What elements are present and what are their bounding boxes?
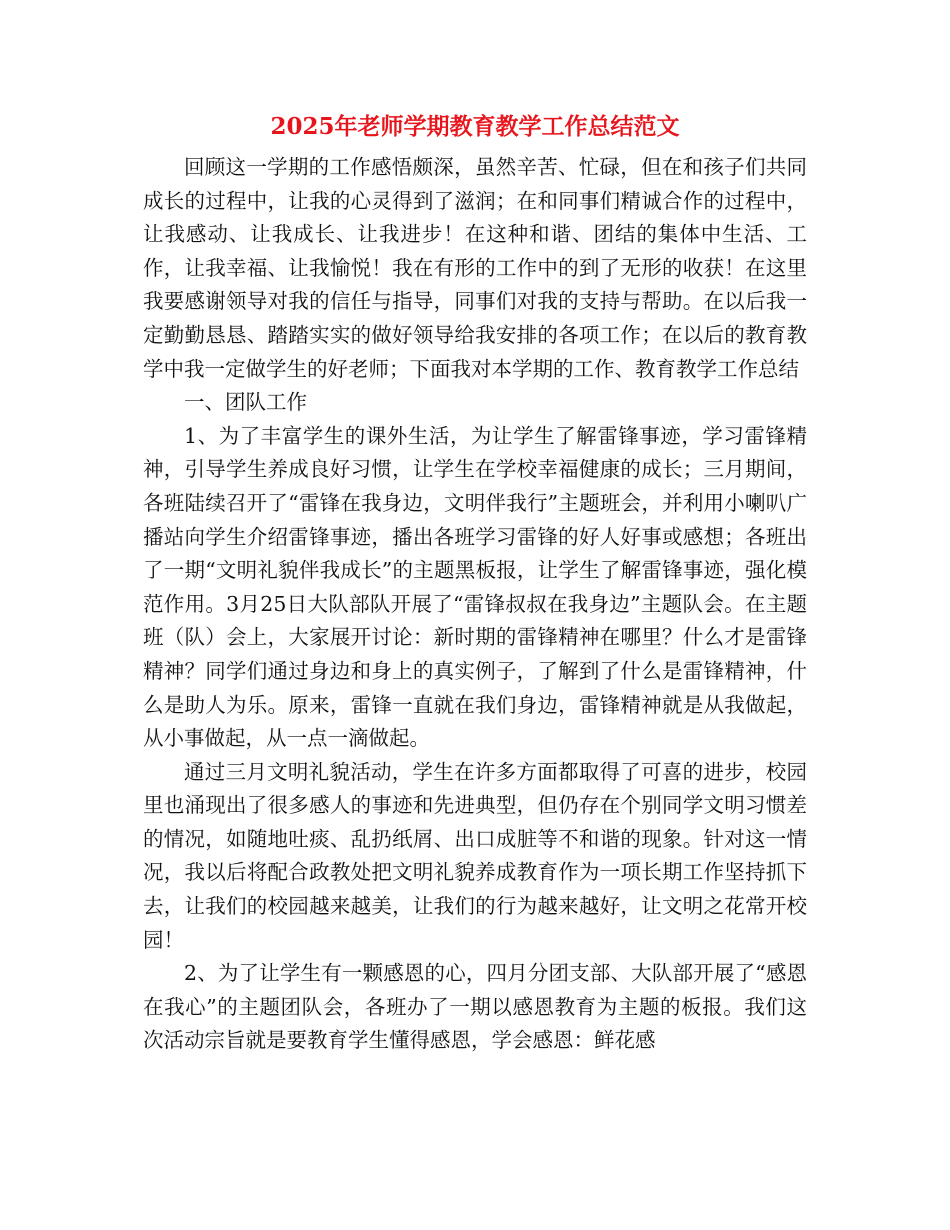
paragraph-intro: 回顾这一学期的工作感悟颇深，虽然辛苦、忙碌，但在和孩子们共同成长的过程中，让我的心灵得到了滋润；在和同事们精诚合作的过程中，让我感动、让我成长、让我进步！在这种和谐、团结的集体中生活、工作，让我幸福、让我愉悦！我在有形的工作中的到了无形的收获！在这里我要感谢领导对我的信任与指导，同事们对我的支持与帮助。在以后我一定勤勤恳恳、踏踏实实的做好领导给我安排的各项工作；在以后的教育教学中我一定做学生的好老师；下面我对本学期的工作、教育教学工作总结 bbox=[143, 155, 807, 381]
document-title: 2025年老师学期教育教学工作总结范文 bbox=[270, 113, 680, 140]
section-heading-team-work: 一、团队工作 bbox=[184, 390, 307, 415]
paragraph-civility-activity: 通过三月文明礼貌活动，学生在许多方面都取得了可喜的进步，校园里也涌现出了很多感人的事迹和先进典型，但仍存在个别同学文明习惯差的情况，如随地吐痰、乱扔纸屑、出口成脏等不和谐的现象。针对这一情况，我以后将配合政教处把文明礼貌养成教育作为一项长期工作坚持抓下去，让我们的校园越来越美，让我们的行为越来越好，让文明之花常开校园！ bbox=[143, 759, 807, 952]
paragraph-item-2: 2、为了让学生有一颗感恩的心，四月分团支部、大队部开展了“感恩在我心”的主题团队会，各班办了一期以感恩教育为主题的板报。我们这次活动宗旨就是要教育学生懂得感恩，学会感恩：鲜花感 bbox=[143, 961, 807, 1053]
paragraph-item-1: 1、为了丰富学生的课外生活，为让学生了解雷锋事迹，学习雷锋精神，引导学生养成良好习惯，让学生在学校幸福健康的成长；三月期间，各班陆续召开了“雷锋在我身边，文明伴我行”主题班会，并利用小喇叭广播站向学生介绍雷锋事迹，播出各班学习雷锋的好人好事或感想；各班出了一期“文明礼貌伴我成长”的主题黑板报，让学生了解雷锋事迹，强化模范作用。3月25日大队部队开展了“雷锋叔叔在我身边”主题队会。在主题班（队）会上，大家展开讨论：新时期的雷锋精神在哪里？什么才是雷锋精神？同学们通过身边和身上的真实例子，了解到了什么是雷锋精神，什么是助人为乐。原来，雷锋一直就在我们身边，雷锋精神就是从我做起，从小事做起，从一点一滴做起。 bbox=[143, 423, 807, 751]
document-body bbox=[143, 151, 807, 1058]
